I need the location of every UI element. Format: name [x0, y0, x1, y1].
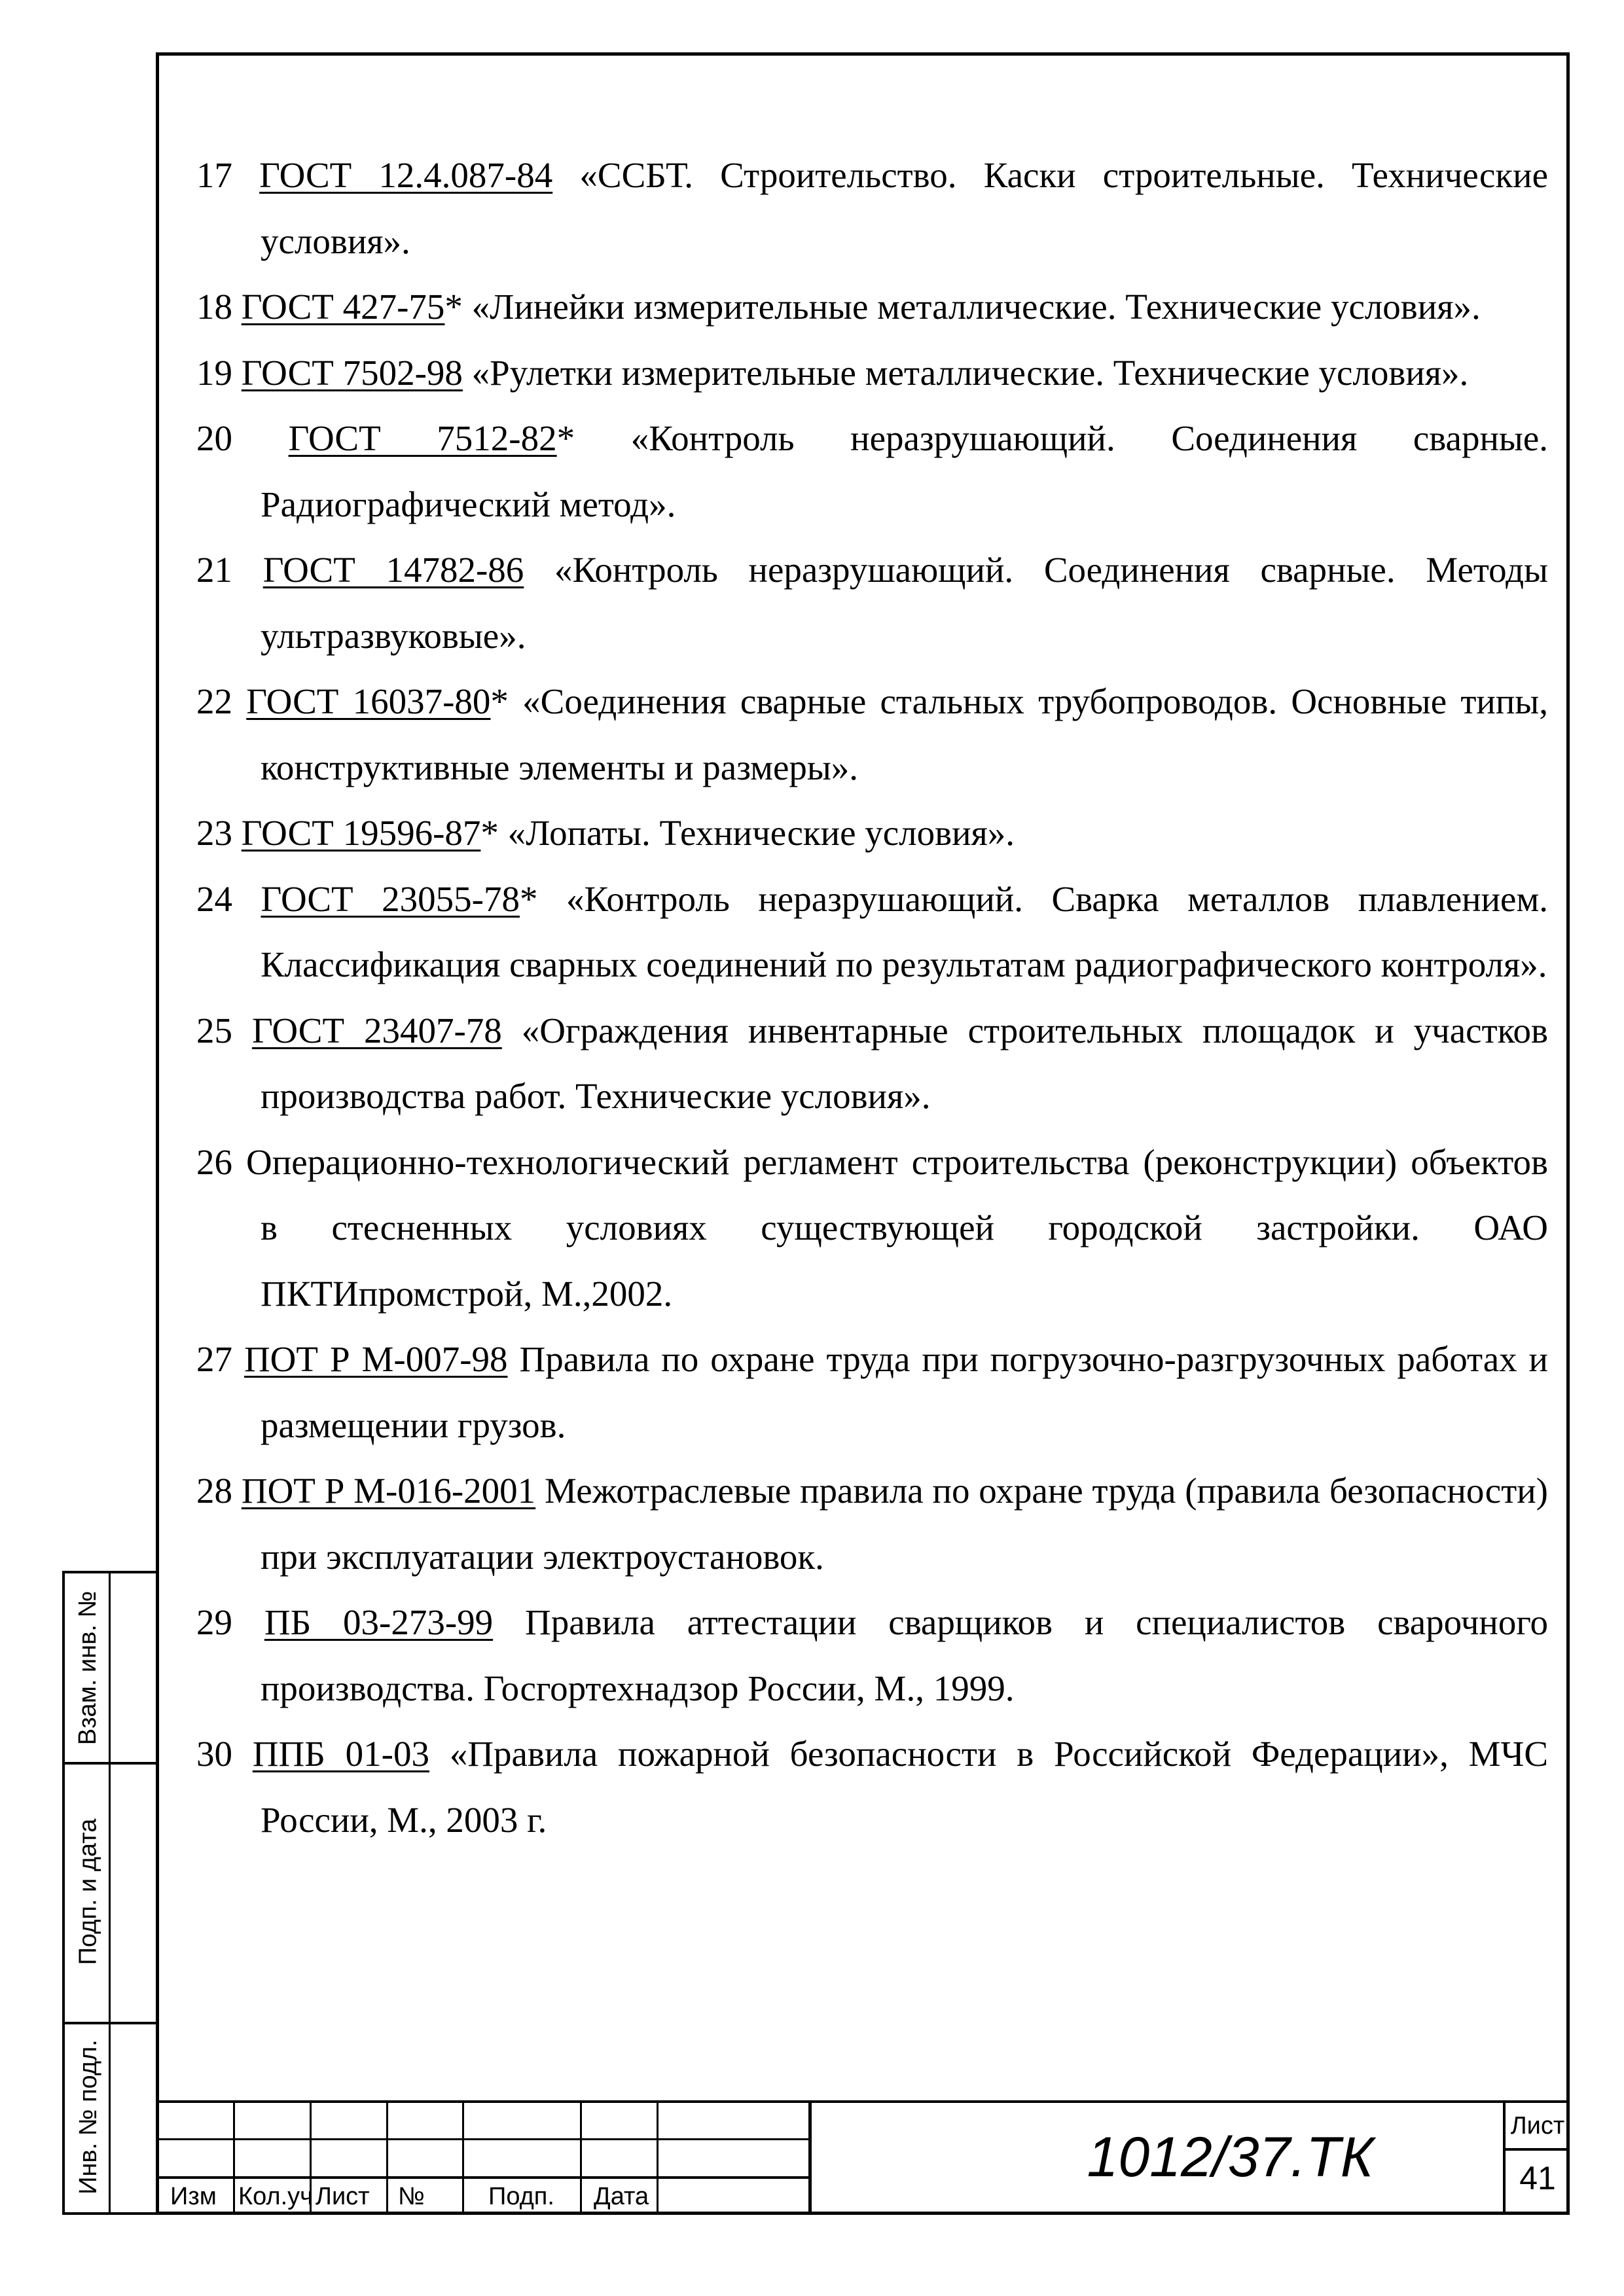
reference-title: Межотраслевые правила по охране труда (правила безопасности) при эксплуатации электроустановок.: [261, 1471, 1549, 1577]
grid-line: [657, 2100, 659, 2215]
reference-item: [196, 1458, 1548, 1590]
sheet-number: 41: [1519, 2160, 1556, 2197]
reference-title: Правила аттестации сварщиков и специалистов сварочного производства. Госгортехнадзор России, М., 1999.: [261, 1602, 1549, 1708]
reference-item: [196, 669, 1548, 800]
reference-asterisk: *: [556, 418, 575, 458]
grid-line: [156, 2138, 810, 2140]
reference-number: 26: [196, 1141, 232, 1182]
reference-title: «Линейки измерительные металлические. Технические условия».: [471, 287, 1481, 327]
reference-title: «Правила пожарной безопасности в Российской Федерации», МЧС России, М., 2003 г.: [261, 1734, 1549, 1840]
reference-number: 27: [196, 1339, 232, 1379]
list-label: Лист: [316, 2183, 370, 2210]
reference-title: «ССБТ. Строительство. Каски строительные. Технические условия».: [261, 155, 1548, 261]
reference-item: [196, 143, 1548, 274]
number-label: №: [398, 2183, 425, 2210]
izm-label: Изм: [170, 2183, 217, 2210]
reference-item: [196, 1721, 1548, 1853]
reference-number: 28: [196, 1471, 232, 1511]
reference-number: 20: [196, 418, 232, 458]
standard-code-link[interactable]: ПБ 03-273-99: [264, 1602, 494, 1642]
inv-podl-label: Инв. № подл.: [74, 2039, 102, 2195]
reference-number: 18: [196, 287, 232, 327]
data-label: Дата: [594, 2183, 649, 2210]
standard-code-link[interactable]: ППБ 01-03: [252, 1734, 429, 1774]
standard-code-link[interactable]: ГОСТ 7512-82: [288, 418, 557, 458]
standard-code-link[interactable]: ГОСТ 7502-98: [241, 352, 463, 393]
standard-code-link[interactable]: ПОТ Р М-007-98: [244, 1339, 508, 1379]
reference-item: [196, 537, 1548, 669]
grid-line: [462, 2100, 464, 2215]
sheet-label: Лист: [1510, 2112, 1565, 2140]
reference-item: [196, 998, 1548, 1130]
grid-line: [233, 2100, 235, 2215]
reference-number: 24: [196, 878, 232, 919]
standard-code-link[interactable]: ГОСТ 23055-78: [261, 878, 520, 919]
document-code: 1012/37.ТК: [1087, 2126, 1374, 2189]
reference-number: 30: [196, 1734, 232, 1774]
reference-asterisk: *: [480, 813, 499, 853]
standard-code-link[interactable]: ГОСТ 12.4.087-84: [259, 155, 553, 195]
standard-code-link[interactable]: ГОСТ 427-75: [241, 287, 445, 327]
grid-line: [580, 2100, 582, 2215]
podp-label: Подп.: [488, 2183, 554, 2210]
reference-item: [196, 406, 1548, 537]
reference-asterisk: *: [444, 287, 463, 327]
podp-data-label: Подп. и дата: [74, 1818, 102, 1965]
grid-line: [386, 2100, 388, 2215]
reference-asterisk: *: [490, 681, 509, 721]
reference-title: «Рулетки измерительные металлические. Технические условия».: [471, 352, 1469, 393]
reference-asterisk: *: [519, 878, 538, 919]
reference-title: Правила по охране труда при погрузочно-разгрузочных работах и размещении грузов.: [261, 1339, 1548, 1445]
reference-title: «Контроль неразрушающий. Соединения сварные. Радиографический метод».: [261, 418, 1548, 524]
reference-title: «Ограждения инвентарные строительных площадок и участков производства работ. Технические условия».: [261, 1010, 1549, 1116]
side-stamp: [62, 1571, 156, 2215]
reference-title: Операционно-технологический регламент строительства (реконструкции) объектов в стесненных условиях существующей городской застройки. ОАО ПКТИпромстрой, М.,2002.: [246, 1141, 1548, 1314]
reference-title: «Контроль неразрушающий. Сварка металлов плавлением. Классификация сварных соединений по результатам радиографического контроля».: [261, 878, 1549, 984]
standard-code-link[interactable]: ГОСТ 14782-86: [262, 550, 524, 590]
reference-title: «Соединения сварные стальных трубопроводов. Основные типы, конструктивные элементы и размеры».: [261, 681, 1549, 787]
reference-item: [196, 1590, 1548, 1721]
kol-uch-label: Кол.уч: [238, 2183, 313, 2210]
standard-code-link[interactable]: ГОСТ 16037-80: [246, 681, 491, 721]
title-block: [156, 2100, 1570, 2215]
vzam-inv-label: Взам. инв. №: [74, 1590, 102, 1745]
reference-number: 23: [196, 813, 232, 853]
reference-title: «Контроль неразрушающий. Соединения сварные. Методы ультразвуковые».: [261, 550, 1549, 656]
reference-number: 22: [196, 681, 232, 721]
grid-line: [156, 2176, 810, 2179]
reference-item: [196, 800, 1548, 867]
reference-number: 17: [196, 155, 232, 195]
reference-number: 29: [196, 1602, 232, 1642]
standard-code-link[interactable]: ГОСТ 19596-87: [241, 813, 481, 853]
reference-item: [196, 340, 1548, 406]
reference-item: [196, 274, 1548, 340]
reference-item: [196, 867, 1548, 998]
reference-item: [196, 1327, 1548, 1458]
reference-item: [196, 1130, 1548, 1327]
reference-number: 19: [196, 352, 232, 393]
standard-code-link[interactable]: ПОТ Р М-016-2001: [241, 1471, 536, 1511]
reference-number: 25: [196, 1010, 232, 1050]
standard-code-link[interactable]: ГОСТ 23407-78: [251, 1010, 502, 1050]
reference-number: 21: [196, 550, 232, 590]
reference-title: «Лопаты. Технические условия».: [507, 813, 1015, 853]
reference-list: [196, 143, 1548, 1853]
